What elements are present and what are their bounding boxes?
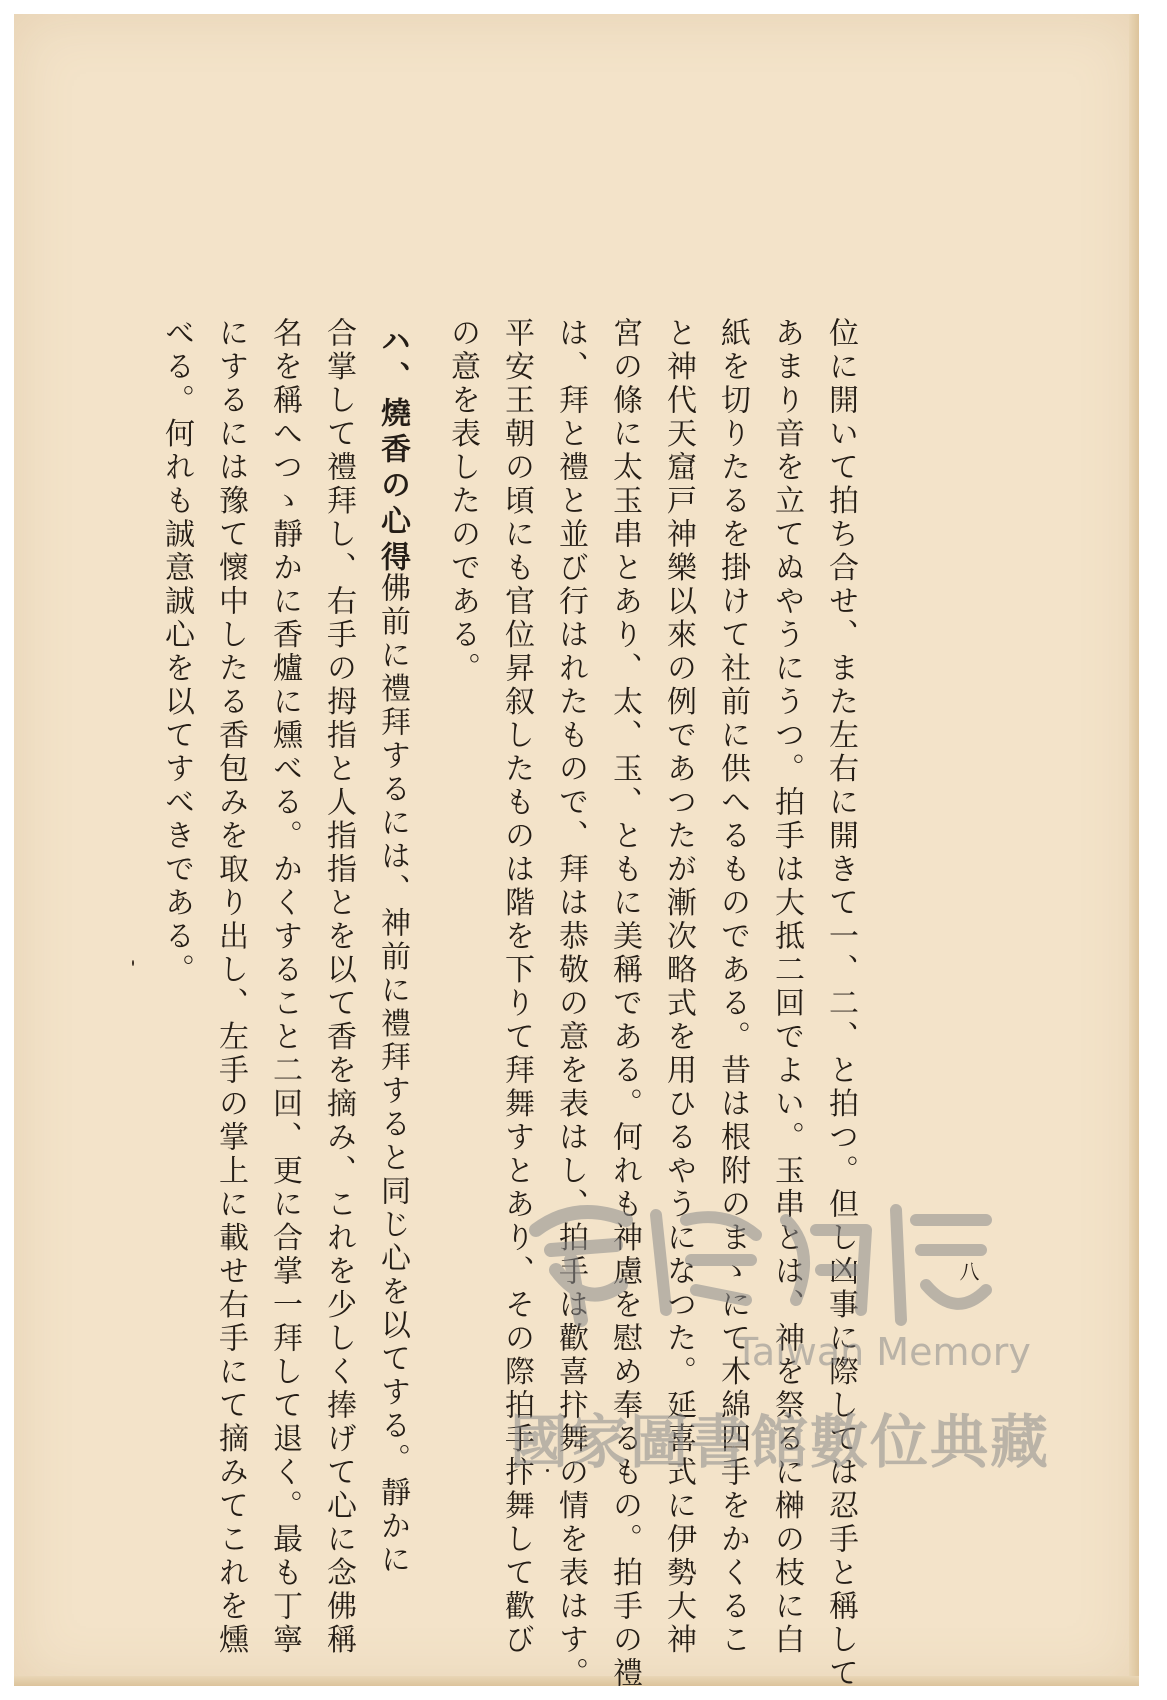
- watermark-english: Taiwan Memory: [735, 1330, 1031, 1374]
- text-column: べる。何れも誠意誠心を以てすべきである。: [159, 317, 194, 987]
- text-column: は、拜と禮と並び行はれたもので、拜は恭敬の意を表はし、拍手は歡喜抃舞の情を表はす。: [553, 317, 588, 1691]
- text-column: と神代天窟戸神樂以來の例であつたが漸次略式を用ひるやうになつた。延喜式に伊勢大神: [661, 317, 696, 1657]
- text-column: 紙を切りたるを掛けて社前に供へるものである。昔は根附のまゝにて木綿四手をかくるこ: [715, 317, 750, 1657]
- paper-speck: [132, 960, 134, 966]
- text-column: にするには豫て懷中したる香包みを取り出し、左手の掌上に載せ右手にて摘みてこれを燻: [213, 317, 248, 1657]
- section-heading: ハ、燒香の心得: [375, 325, 410, 577]
- page-number: 八: [956, 1261, 980, 1281]
- page-edge-right: [1129, 14, 1139, 1686]
- text-column: 平安王朝の頃にも官位昇叙したものは階を下りて拜舞すとあり、その際拍手抃舞して歡び: [499, 317, 534, 1657]
- text-column: の意を表したのである。: [445, 317, 480, 686]
- watermark: [510, 1190, 1051, 1540]
- text-column: 佛前に禮拜するには、神前に禮拜すると同じ心を以てする。靜かに: [375, 572, 410, 1577]
- text-column: 名を稱へつゝ靜かに香爐に燻べる。かくすること二回、更に合掌一拜して退く。最も丁寧: [267, 317, 302, 1657]
- text-column: あまり音を立てぬやうにうつ。拍手は大抵二回でよい。玉串とは、神を祭るに榊の枝に白: [769, 317, 804, 1657]
- watermark-chinese: 國家圖書館數位典藏: [510, 1408, 1051, 1476]
- text-column: 宮の條に太玉串とあり、太、玉、ともに美稱である。何れも神慮を慰め奉るもの。拍手の禮: [607, 317, 642, 1691]
- text-column: 合掌して禮拜し、右手の拇指と人指指とを以て香を摘み、これを少しく捧げて心に念佛稱: [321, 317, 356, 1657]
- taiwan-memory-logo: [516, 1190, 996, 1330]
- text-column: 位に開いて拍ち合せ、また左右に開きて一、二、と拍つ。但し凶事に際しては忍手と稱して: [823, 317, 858, 1691]
